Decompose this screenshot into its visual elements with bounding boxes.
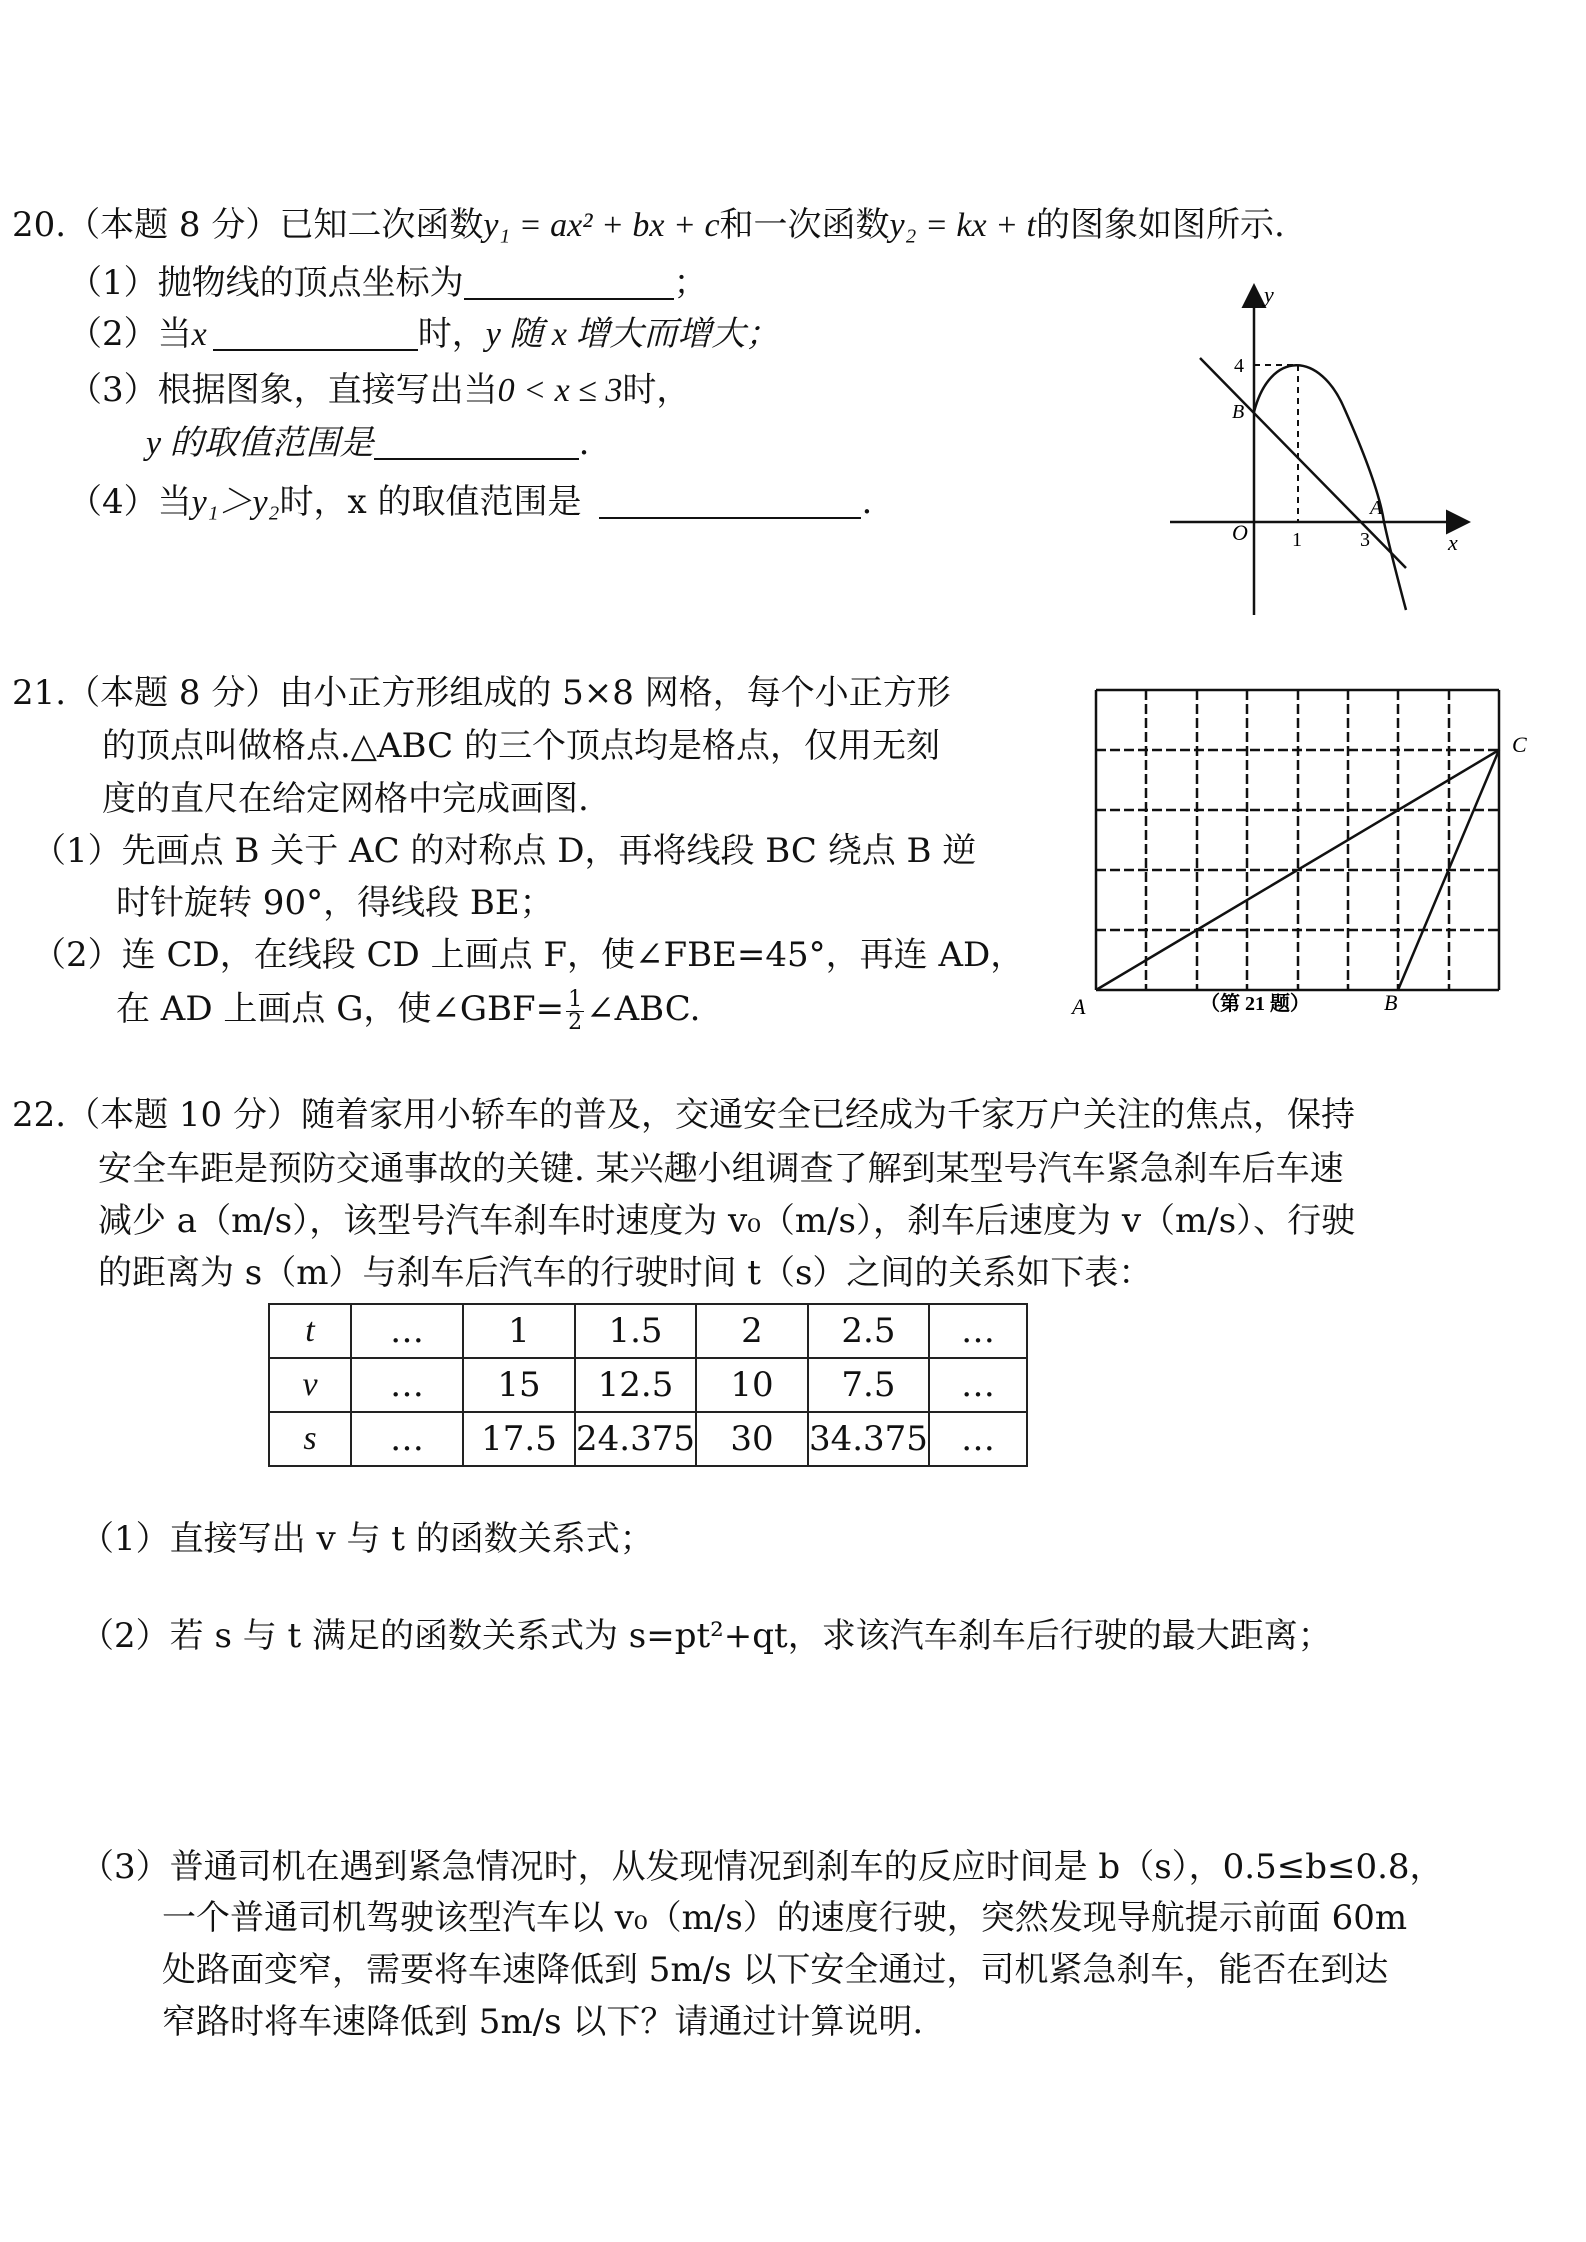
table-cell: 10 — [696, 1358, 808, 1412]
q21-part1 — [32, 829, 976, 873]
q21-part1-text-a: （1）先画点 B 关于 AC 的对称点 D，再将线段 BC 绕点 B 逆 — [32, 831, 977, 871]
q22-stem-line2 — [98, 1147, 1344, 1191]
q21-number: 21. — [12, 673, 67, 713]
fraction-one-half — [566, 986, 584, 1035]
table-cell: 17.5 — [463, 1412, 575, 1466]
parabola-curve — [1254, 365, 1406, 610]
q20-part4-text-b: 时，x 的取值范围是 — [279, 482, 582, 522]
q21-stem-line1 — [12, 671, 951, 715]
table-cell: 7.5 — [808, 1358, 929, 1412]
tick-label-3: 3 — [1360, 529, 1370, 551]
q21-stem-line2 — [102, 724, 940, 768]
q22-stem-text-1: 随着家用小轿车的普及，交通安全已经成为千家万户关注的焦点，保持 — [300, 1095, 1355, 1135]
table-row-header: v — [269, 1358, 351, 1412]
q21-stem-text-1: 由小正方形组成的 5×8 网格，每个小正方形 — [279, 673, 951, 713]
q20-score: （本题 8 分） — [66, 205, 280, 245]
q22-part3-text-a: （3）普通司机在遇到紧急情况时，从发现情况到刹车的反应时间是 b（s），0.5≤b≤0.8， — [80, 1847, 1444, 1887]
table-cell: 34.375 — [808, 1412, 929, 1466]
q21-part2-text-b: 在 AD 上画点 G，使∠GBF= — [116, 989, 565, 1029]
figure-caption: （第 21 题） — [1200, 993, 1310, 1015]
q22-part1 — [80, 1517, 654, 1561]
q21-part2-text-c: ∠ABC. — [586, 989, 701, 1029]
q20-part2 — [68, 312, 779, 357]
table-cell: … — [351, 1412, 463, 1466]
q20-part4-text-a: （4）当 — [68, 482, 192, 522]
grid-inner-lines — [1096, 690, 1499, 990]
answer-blank[interactable] — [464, 268, 674, 300]
tick-label-4: 4 — [1234, 355, 1244, 377]
answer-blank[interactable] — [599, 487, 861, 519]
q20-part1-end: ； — [673, 263, 708, 303]
fraction-numerator: 1 — [568, 986, 583, 1012]
table-cell: … — [351, 1358, 463, 1412]
table-cell: … — [929, 1304, 1027, 1358]
table-cell: 12.5 — [575, 1358, 696, 1412]
table-cell: 1.5 — [575, 1304, 696, 1358]
q21-part2-line2 — [116, 987, 700, 1034]
q22-part3-line4 — [162, 2000, 923, 2044]
q22-part3-line1 — [80, 1845, 1444, 1889]
q22-part2-text: （2）若 s 与 t 满足的函数关系式为 s=pt²+qt，求该汽车刹车后行驶的最大距离； — [80, 1616, 1332, 1656]
q20-part2-text-b: 时， — [417, 314, 486, 354]
x-axis-label: x — [1448, 530, 1458, 555]
table-cell: 15 — [463, 1358, 575, 1412]
q22-part1-text: （1）直接写出 v 与 t 的函数关系式； — [80, 1519, 654, 1559]
q20-part2-variable: x — [191, 316, 207, 353]
q20-part3-end: . — [578, 423, 590, 463]
q22-part3-line2 — [162, 1896, 1407, 1940]
table-row-header: s — [269, 1412, 351, 1466]
q20-stem-text-b: 和一次函数 — [719, 205, 890, 245]
y-axis-label: y — [1264, 282, 1274, 307]
table-cell: 30 — [696, 1412, 808, 1466]
q22-score: （本题 10 分） — [66, 1095, 301, 1135]
grid-point-b-label: B — [1384, 990, 1398, 1015]
q20-part2-text-c: y 随 x 增大而增大； — [485, 316, 780, 353]
table-cell: 2 — [696, 1304, 808, 1358]
q20-part2-text-a: （2）当 — [68, 314, 192, 354]
q20-part3 — [68, 368, 690, 413]
q20-function-graph — [1170, 280, 1480, 620]
q20-y2-expression: y₂ = kx + t — [889, 207, 1036, 244]
q22-part2 — [80, 1614, 1332, 1658]
table-row-header: t — [269, 1304, 351, 1358]
q22-part3-text-b: 一个普通司机驾驶该型汽车以 v₀（m/s）的速度行驶，突然发现导航提示前面 60m — [162, 1898, 1408, 1938]
table-row — [269, 1358, 1027, 1412]
q20-stem — [12, 203, 1285, 248]
table-cell: 24.375 — [575, 1412, 696, 1466]
answer-blank[interactable] — [374, 428, 579, 460]
q20-part3-text-c: y 的取值范围是 — [146, 425, 374, 462]
q20-part3-condition: 0 < x ≤ 3 — [497, 372, 623, 409]
table-row — [269, 1304, 1027, 1358]
table-cell: … — [929, 1358, 1027, 1412]
q21-part1-text-b: 时针旋转 90°，得线段 BE； — [116, 883, 554, 923]
q22-stem-text-4: 的距离为 s（m）与刹车后汽车的行驶时间 t（s）之间的关系如下表： — [98, 1253, 1153, 1293]
q20-part4-end: . — [861, 482, 873, 522]
q20-stem-text-a: 已知二次函数 — [279, 205, 484, 245]
point-a-label: A — [1370, 497, 1383, 519]
q21-stem-line3 — [102, 777, 589, 821]
q20-number: 20. — [12, 205, 67, 245]
q20-part1 — [68, 261, 708, 305]
q22-part3-line3 — [162, 1948, 1388, 1992]
grid-point-a-label: A — [1072, 994, 1086, 1019]
table-cell: 2.5 — [808, 1304, 929, 1358]
q21-part2-text-a: （2）连 CD，在线段 CD 上画点 F，使∠FBE=45°，再连 AD， — [32, 935, 1025, 975]
tick-label-1: 1 — [1292, 529, 1302, 551]
q20-part4 — [68, 480, 872, 525]
line-y2 — [1200, 358, 1406, 568]
table-cell: … — [351, 1304, 463, 1358]
origin-label: O — [1232, 520, 1248, 545]
table-cell: … — [929, 1412, 1027, 1466]
q20-part3-text-a: （3）根据图象，直接写出当 — [68, 370, 498, 410]
q20-stem-text-c: 的图象如图所示. — [1035, 205, 1285, 245]
q21-score: （本题 8 分） — [66, 673, 280, 713]
q21-stem-text-3: 度的直尺在给定网格中完成画图. — [102, 779, 589, 819]
q22-stem-line4 — [98, 1251, 1152, 1295]
q20-part3-line2 — [146, 421, 589, 466]
q22-part3-text-c: 处路面变窄，需要将车速降低到 5m/s 以下安全通过，司机紧急刹车，能否在到达 — [162, 1950, 1389, 1990]
q22-data-table — [268, 1303, 1028, 1467]
q21-part1-line2 — [116, 881, 554, 925]
point-b-label: B — [1232, 401, 1245, 423]
q20-part1-text: （1）抛物线的顶点坐标为 — [68, 263, 464, 303]
answer-blank[interactable] — [213, 319, 418, 351]
q20-part3-text-b: 时， — [622, 370, 691, 410]
table-row — [269, 1412, 1027, 1466]
q20-part4-condition: y₁＞y₂ — [191, 484, 280, 521]
q20-y1-expression: y₁ = ax² + bx + c — [483, 207, 720, 244]
q22-part3-text-d: 窄路时将车速降低到 5m/s 以下？请通过计算说明. — [162, 2002, 924, 2042]
grid-point-c-label: C — [1512, 732, 1527, 757]
fraction-denominator: 2 — [568, 1009, 583, 1035]
q22-stem-text-2: 安全车距是预防交通事故的关键. 某兴趣小组调查了解到某型号汽车紧急刹车后车速 — [98, 1149, 1344, 1189]
q21-grid-figure — [1060, 670, 1540, 1030]
q21-part2 — [32, 933, 1024, 977]
q22-stem-line3 — [98, 1199, 1355, 1243]
q22-stem-text-3: 减少 a（m/s），该型号汽车刹车时速度为 v₀（m/s），刹车后速度为 v（m/s）、行驶 — [98, 1201, 1356, 1241]
table-cell: 1 — [463, 1304, 575, 1358]
q22-stem-line1 — [12, 1093, 1355, 1137]
q21-stem-text-2: 的顶点叫做格点.△ABC 的三个顶点均是格点，仅用无刻 — [102, 726, 940, 766]
q22-number: 22. — [12, 1095, 67, 1135]
